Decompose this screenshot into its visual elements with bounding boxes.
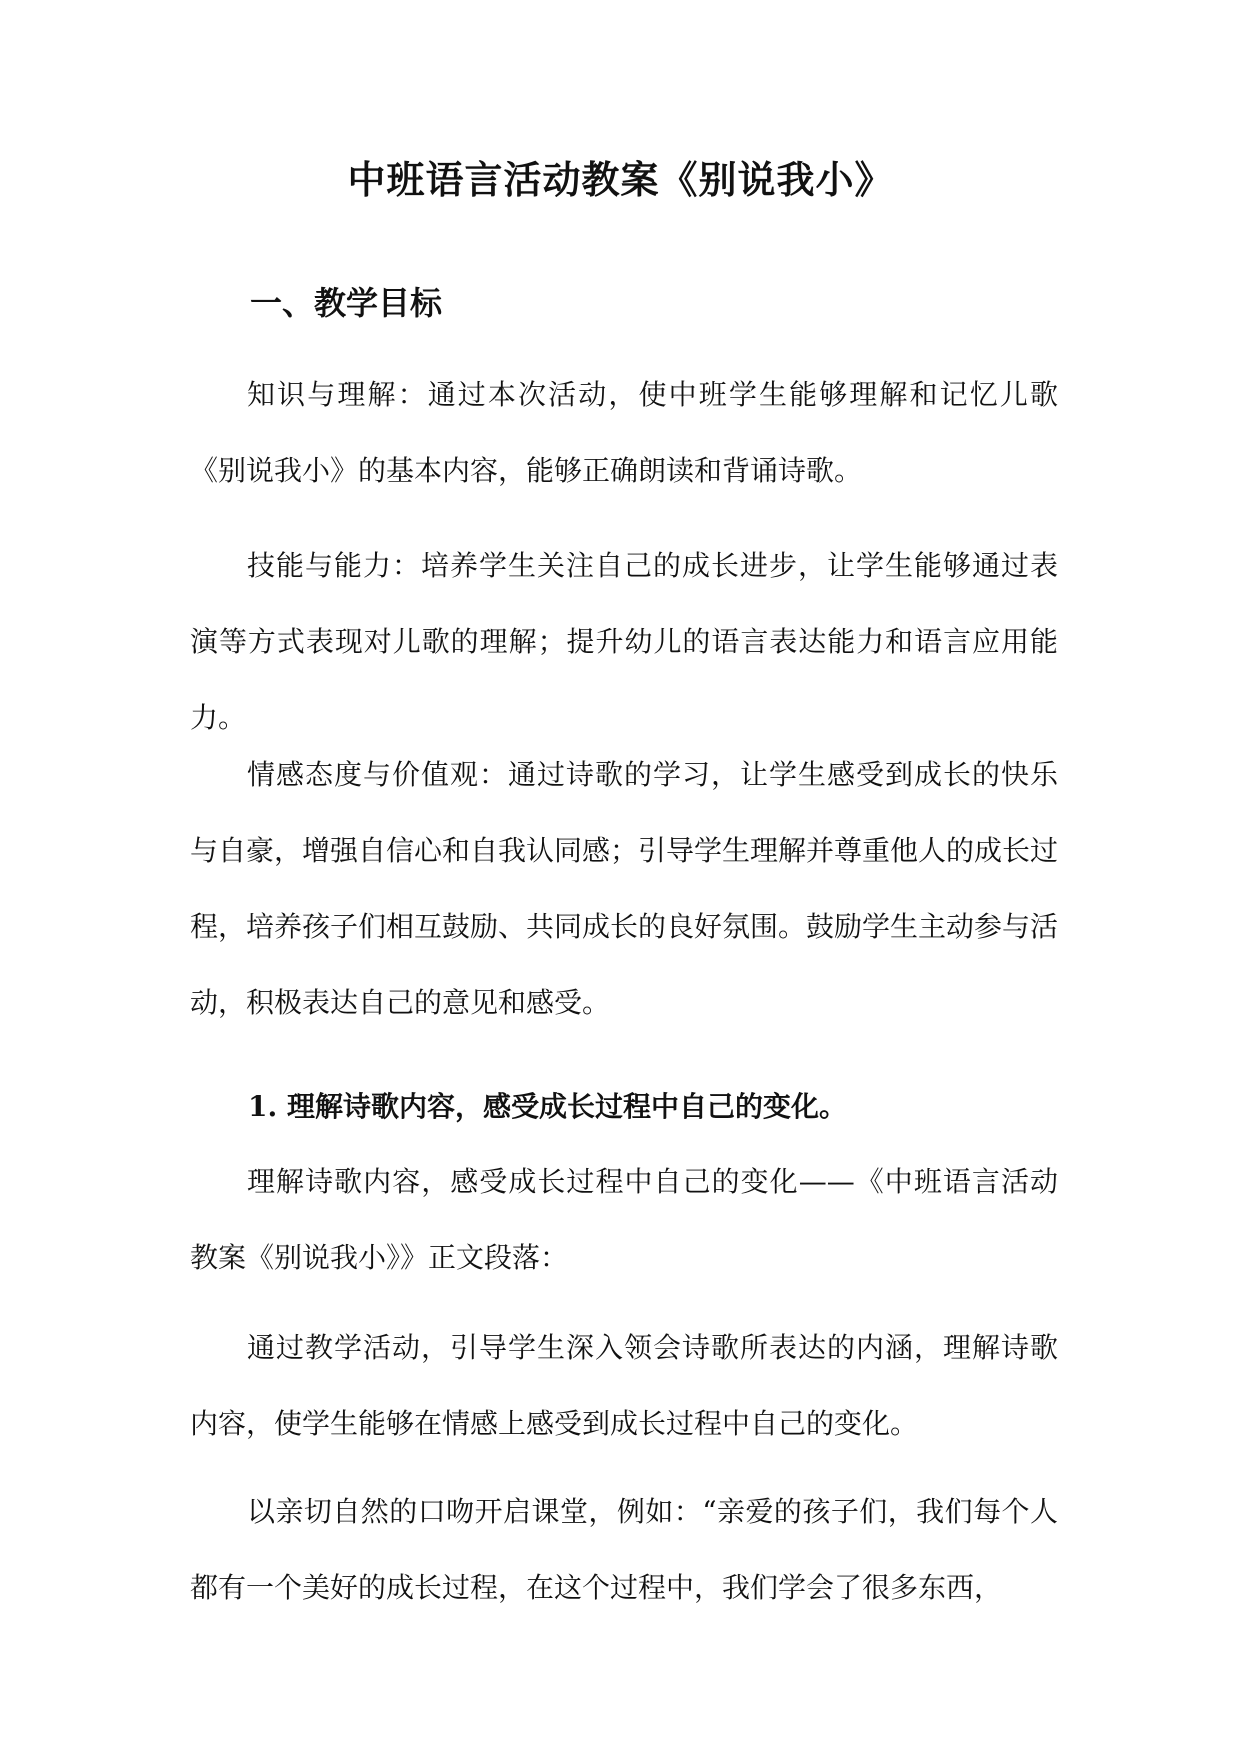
- paragraph-understand-poem: 理解诗歌内容，感受成长过程中自己的变化——《中班语言活动教案《别说我小》》正文段落：: [190, 1165, 1058, 1274]
- paragraph-attitude: 情感态度与价值观：通过诗歌的学习，让学生感受到成长的快乐与自豪，增强自信心和自我认同感；引导学生理解并尊重他人的成长过程，培养孩子们相互鼓励、共同成长的良好氛围。鼓励学生主动参与活动，积极表达自己的意见和感受。: [190, 758, 1059, 1019]
- paragraph-teaching-activity: 通过教学活动，引导学生深入领会诗歌所表达的内涵，理解诗歌内容，使学生能够在情感上感受到成长过程中自己的变化。: [190, 1331, 1058, 1440]
- paragraph-class-opening: 以亲切自然的口吻开启课堂，例如：“亲爱的孩子们，我们每个人都有一个美好的成长过程，在这个过程中，我们学会了很多东西，: [190, 1495, 1058, 1604]
- paragraph-knowledge: 知识与理解：通过本次活动，使中班学生能够理解和记忆儿歌《别说我小》的基本内容，能够正确朗读和背诵诗歌。: [190, 378, 1058, 487]
- subsection-heading-understand-poem: 1. 理解诗歌内容，感受成长过程中自己的变化。: [248, 1090, 847, 1123]
- section-heading-teaching-goals: 一、教学目标: [250, 284, 443, 322]
- document-title: 中班语言活动教案《别说我小》: [347, 157, 894, 202]
- paragraph-skills: 技能与能力：培养学生关注自己的成长进步，让学生能够通过表演等方式表现对儿歌的理解；提升幼儿的语言表达能力和语言应用能力。: [190, 549, 1058, 734]
